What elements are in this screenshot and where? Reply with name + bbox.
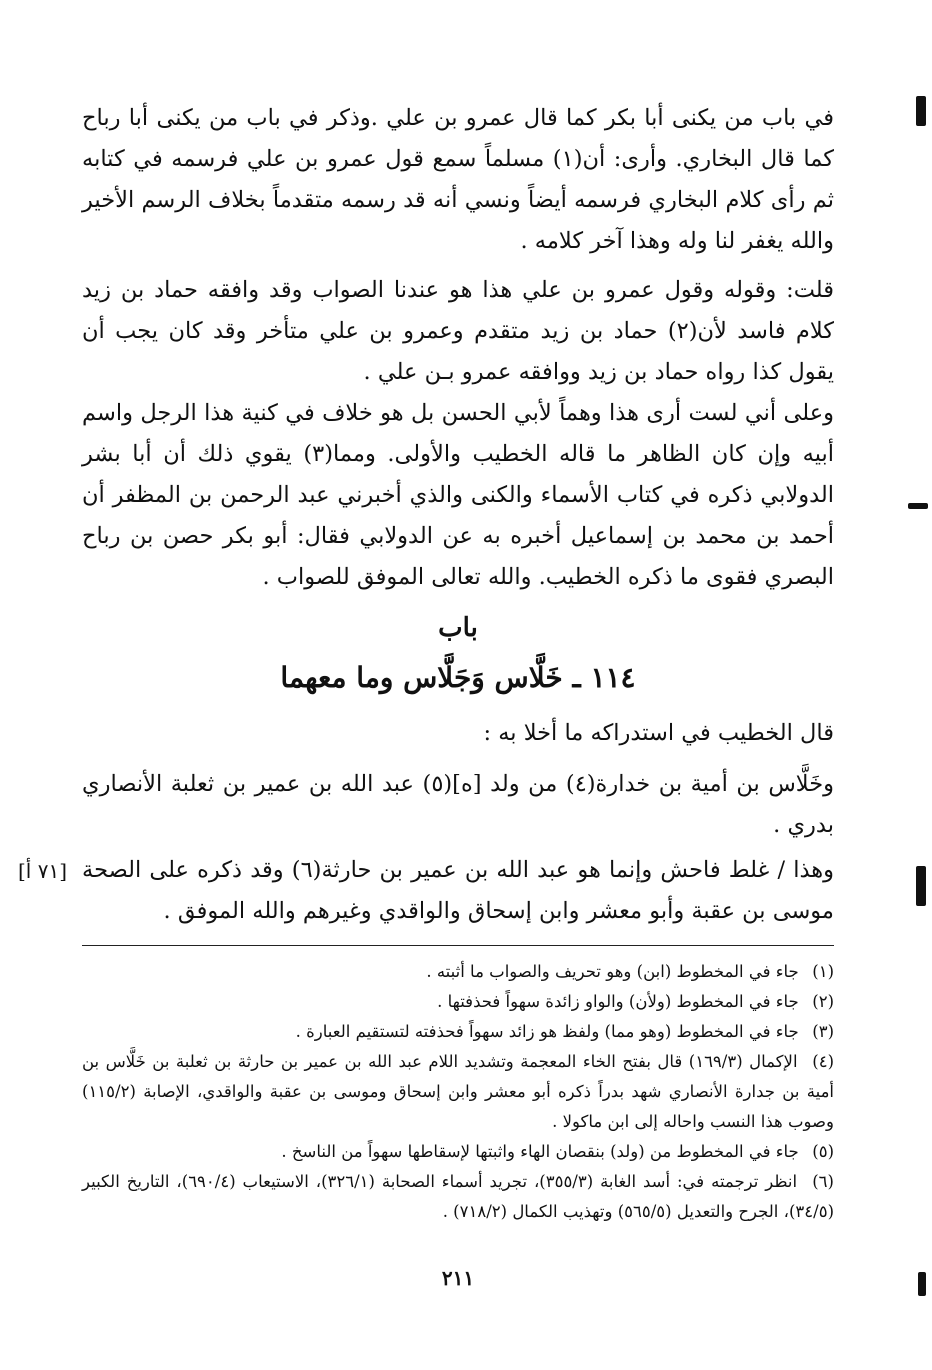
scan-edge-mark <box>916 866 926 906</box>
footnote-text: جاء في المخطوط من (ولد) بنقصان الهاء واثبتها لإسقاطها سهواً من الناسخ . <box>281 1142 799 1161</box>
section-text: وهذا / غلط فاحش وإنما هو عبد الله بن عمير بن حارثة(٦) وقد ذكره على الصحة موسى بن عقبة وأبو معشر وابن إسحاق والواقدي وغيرهم والله الموفق . <box>82 857 834 924</box>
footnote-4 <box>82 1047 834 1137</box>
section-line-3 <box>82 850 834 932</box>
footnote-6 <box>82 1167 834 1227</box>
footnote-number: (٤) <box>812 1052 834 1071</box>
footnote-number: (١) <box>812 962 834 981</box>
section-line-2 <box>82 764 834 846</box>
footnotes <box>82 957 834 1227</box>
scan-edge-mark <box>918 1272 926 1296</box>
footnote-text: جاء في المخطوط (ولأن) والواو زائدة سهواً فحذفتها . <box>437 992 799 1011</box>
section-text: قال الخطيب في استدراكه ما أخلا به : <box>483 720 834 746</box>
paragraph-1 <box>82 98 834 262</box>
paragraph-3 <box>82 393 834 598</box>
footnote-5 <box>82 1137 834 1167</box>
footnote-1 <box>82 957 834 987</box>
footnote-number: (٢) <box>812 992 834 1011</box>
page-number: ٢١١ <box>441 1266 475 1290</box>
chapter-label: باب <box>438 613 478 643</box>
footnote-text: الإكمال (١٦٩/٣) قال بفتح الخاء المعجمة وتشديد اللام عبد الله بن عمير بن حارثة بن ثعلبة بن خَلَّاس بن أمية بن جدارة الأنصاري شهد بدراً ذكره أبو معشر وابن إسحاق وموسى بن عقبة والواقدي، الإصابة (١١٥/٢) وصوب هذا النسب واحاله إلى ابن ماكولا . <box>82 1052 834 1131</box>
section-line-1 <box>82 713 834 754</box>
section-text: وخَلَّاس بن أمية بن خدارة(٤) من ولد [ه](٥) عبد الله بن عمير بن ثعلبة الأنصاري بدري . <box>82 771 834 838</box>
paragraph-text: في باب من يكنى أبا بكر كما قال عمرو بن علي .وذكر في باب من يكنى أبا رباح كما قال البخاري. وأرى: أن(١) مسلماً سمع قول عمرو بن علي فرسمه في كتابه ثم رأى كلام البخاري فرسمه أيضاً ونسي أنه قد رسمه متقدماً بخلاف الرسم الأخير والله يغفر لنا وله وهذا آخر كلامه . <box>82 105 834 254</box>
manuscript-folio-marker: [٧١ أ] <box>18 859 68 883</box>
footnote-2 <box>82 987 834 1017</box>
footnote-number: (٣) <box>812 1022 834 1041</box>
paragraph-text: قلت: وقوله وقول عمرو بن علي هذا هو عندنا الصواب وقد وافقه حماد بن زيد كلام فاسد لأن(٢) حماد بن زيد متقدم وعمرو بن علي متأخر وقد كان يجب أن يقول كذا رواه حماد بن زيد ووافقه عمرو بـن علي . <box>82 277 835 385</box>
footnote-text: جاء في المخطوط (ابن) وهو تحريف والصواب ما أثبته . <box>426 962 799 981</box>
chapter-title: ١١٤ ـ خَلَّاس وَجَلَّاس وما معهما <box>280 661 636 694</box>
paragraph-2 <box>82 270 834 393</box>
footnote-number: (٦) <box>812 1172 834 1191</box>
footnote-number: (٥) <box>812 1142 834 1161</box>
scan-edge-mark <box>908 503 928 509</box>
scan-edge-mark <box>916 96 926 126</box>
footnote-text: انظر ترجمته في: أسد الغابة (٣٥٥/٣)، تجريد أسماء الصحابة (٣٢٦/١)، الاستيعاب (٦٩٠/٤)، التاريخ الكبير (٣٤/٥)، الجرح والتعديل (٥٦٥/٥) وتهذيب الكمال (٧١٨/٢) . <box>82 1172 834 1221</box>
paragraph-text: وعلى أني لست أرى هذا وهماً لأبي الحسن بل هو خلاف في كنية هذا الرجل واسم أبيه وإن كان الظاهر ما قاله الخطيب والأولى. ومما(٣) يقوي ذلك أن أبا بشر الدولابي ذكره في كتاب الأسماء والكنى والذي أخبرني عبد الرحمن بن المظفر أن أحمد بن محمد بن إسماعيل أخبره به عن الدولابي فقال: أبو بكر حصن بن رباح البصري فقوى ما ذكره الخطيب. والله تعالى الموفق للصواب . <box>82 400 834 590</box>
footnote-divider <box>82 945 834 946</box>
footnote-3 <box>82 1017 834 1047</box>
footnote-text: جاء في المخطوط (وهو مما) ولفظ هو زائد سهواً فحذفته لتستقيم العبارة . <box>295 1022 799 1041</box>
